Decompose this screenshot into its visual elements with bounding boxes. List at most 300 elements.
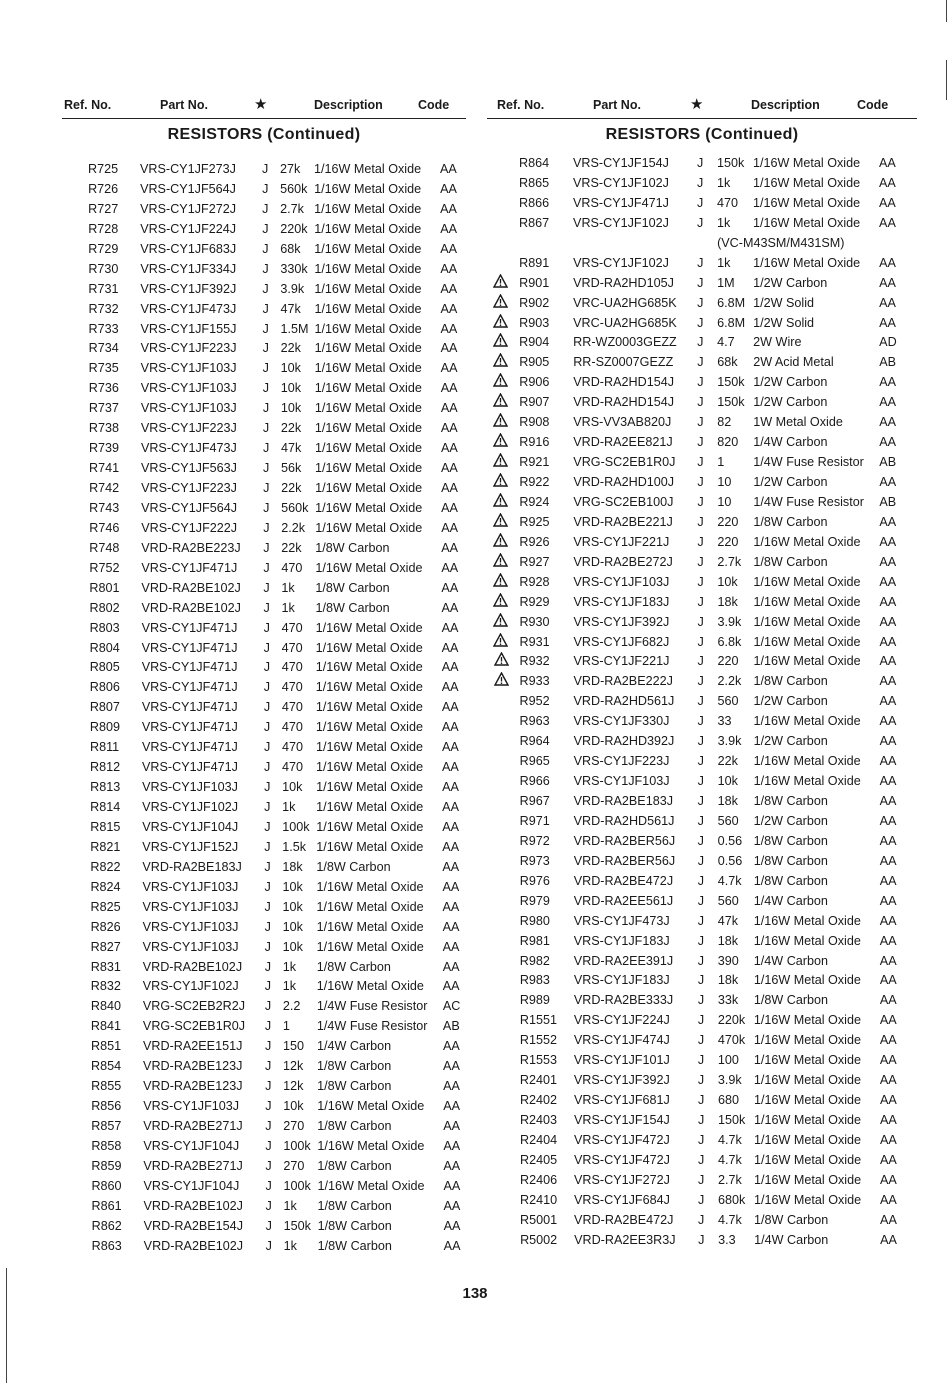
table-row bbox=[62, 219, 466, 239]
cell-code: AA bbox=[441, 620, 459, 635]
parts-table bbox=[487, 153, 917, 1250]
cell-j: J bbox=[265, 1119, 272, 1133]
cell-part: VRS-CY1JF104J bbox=[143, 1178, 240, 1193]
cell-code: AA bbox=[880, 1152, 897, 1167]
cell-val: 12k bbox=[283, 1059, 304, 1074]
cell-val: 680k bbox=[718, 1192, 746, 1207]
cell-j: J bbox=[697, 654, 704, 669]
cell-part: VRD-RA2BE183J bbox=[573, 794, 674, 808]
cell-j: J bbox=[697, 355, 704, 370]
cell-j: J bbox=[263, 461, 270, 476]
cell-desc: 1/4W Carbon bbox=[753, 893, 828, 908]
table-row bbox=[487, 332, 917, 352]
cell-j: J bbox=[697, 614, 704, 629]
table-row bbox=[62, 498, 466, 518]
table-row bbox=[487, 871, 917, 891]
table-row bbox=[62, 438, 466, 458]
cell-val: 220 bbox=[717, 514, 739, 529]
table-row bbox=[62, 398, 466, 418]
cell-val: 270 bbox=[283, 1119, 305, 1133]
cell-desc: 1W Metal Oxide bbox=[753, 415, 843, 430]
cell-code: AA bbox=[879, 1073, 897, 1088]
cell-code: AA bbox=[879, 275, 896, 290]
cell-val: 470 bbox=[281, 740, 303, 755]
cell-part: VRD-RA2BE472J bbox=[573, 873, 674, 888]
cell-ref: R821 bbox=[90, 839, 121, 854]
cell-desc: 1/16W Metal Oxide bbox=[753, 215, 861, 230]
cell-code: AA bbox=[879, 1132, 897, 1147]
cell-code: AA bbox=[879, 1013, 897, 1028]
cell-desc: 1/16W Metal Oxide bbox=[753, 1113, 862, 1127]
cell-part: VRS-CY1JF104J bbox=[143, 1138, 240, 1153]
cell-desc: 1/4W Fuse Resistor bbox=[753, 455, 864, 470]
cell-j: J bbox=[264, 839, 271, 854]
cell-ref: R908 bbox=[519, 415, 550, 430]
cell-code: AA bbox=[443, 1238, 461, 1253]
cell-part: VRS-CY1JF224J bbox=[140, 221, 237, 236]
cell-j: J bbox=[697, 534, 704, 549]
table-row bbox=[62, 1236, 466, 1256]
cell-part: VRS-CY1JF392J bbox=[140, 281, 237, 296]
cell-j: J bbox=[697, 893, 705, 908]
cell-val: 560 bbox=[717, 813, 739, 828]
cell-val: 470 bbox=[281, 640, 303, 655]
cell-val: 4.7k bbox=[717, 1132, 742, 1147]
cell-j: J bbox=[697, 1033, 705, 1048]
cell-desc: 1/4W Fuse Resistor bbox=[316, 1019, 428, 1034]
cell-code: AA bbox=[442, 819, 460, 834]
warning-triangle-icon bbox=[493, 294, 508, 308]
cell-j: J bbox=[263, 540, 270, 555]
cell-ref: R933 bbox=[519, 674, 550, 689]
cell-code: AA bbox=[443, 1119, 461, 1133]
cell-part: VRD-RA2BE123J bbox=[143, 1059, 243, 1074]
table-row bbox=[62, 976, 466, 996]
cell-desc: 1/2W Carbon bbox=[753, 813, 828, 828]
cell-code: AA bbox=[440, 321, 458, 336]
cell-desc: 1/16W Metal Oxide bbox=[753, 1132, 862, 1147]
cell-ref: R921 bbox=[519, 455, 550, 470]
cell-ref: R804 bbox=[89, 640, 120, 655]
table-row bbox=[487, 771, 917, 791]
cell-j: J bbox=[265, 1238, 272, 1253]
cell-code: AA bbox=[879, 1093, 897, 1108]
cell-code: AA bbox=[879, 873, 897, 888]
cell-desc: 1/4W Carbon bbox=[753, 435, 828, 450]
cell-code: AA bbox=[879, 1113, 897, 1127]
table-row bbox=[62, 697, 466, 717]
cell-ref: R922 bbox=[519, 475, 550, 489]
cell-desc: 1/16W Metal Oxide bbox=[316, 879, 424, 894]
table-row bbox=[487, 1230, 917, 1250]
cell-desc: 1/16W Metal Oxide bbox=[314, 162, 422, 176]
warning-triangle-icon bbox=[493, 493, 508, 507]
parts-table bbox=[62, 159, 466, 1256]
cell-part: VRS-CY1JF222J bbox=[141, 520, 238, 535]
cell-val: 150 bbox=[282, 1039, 304, 1054]
cell-j: J bbox=[264, 939, 271, 954]
cell-code: AA bbox=[441, 700, 459, 715]
cell-val: 1k bbox=[717, 175, 731, 190]
cell-ref: R858 bbox=[91, 1138, 122, 1153]
cell-val: 2.2 bbox=[282, 999, 301, 1014]
cell-val: 470 bbox=[281, 720, 303, 735]
cell-desc: 1/4W Carbon bbox=[754, 1232, 829, 1247]
cell-j: J bbox=[698, 1232, 705, 1247]
cell-desc: 1/8W Carbon bbox=[317, 1079, 392, 1094]
cell-part: VRS-CY1JF473J bbox=[140, 441, 237, 456]
cell-j: J bbox=[697, 594, 704, 609]
cell-part: VRS-CY1JF103J bbox=[142, 899, 239, 914]
cell-desc: 1/2W Carbon bbox=[753, 275, 828, 290]
cell-j: J bbox=[263, 640, 270, 655]
warning-triangle-icon bbox=[493, 533, 508, 547]
warning-triangle-icon bbox=[494, 672, 509, 686]
cell-code: AA bbox=[440, 421, 458, 436]
cell-desc: 1/8W Carbon bbox=[753, 873, 828, 888]
cell-part: VRD-RA2HD561J bbox=[573, 813, 675, 828]
table-row bbox=[62, 1136, 466, 1156]
cell-part: VRS-CY1JF223J bbox=[573, 754, 670, 769]
cell-j: J bbox=[262, 381, 270, 396]
table-row bbox=[62, 837, 466, 857]
table-row bbox=[487, 592, 917, 612]
cell-ref: R867 bbox=[519, 215, 550, 230]
table-row bbox=[62, 518, 466, 538]
cell-ref: R826 bbox=[90, 919, 121, 934]
cell-val: 1k bbox=[283, 1238, 297, 1253]
cell-part: VRS-CY1JF103J bbox=[573, 574, 670, 589]
cell-desc: 1/8W Carbon bbox=[315, 580, 390, 595]
table-row bbox=[62, 1176, 466, 1196]
cell-desc: 1/16W Metal Oxide bbox=[315, 461, 423, 476]
cell-desc: 1/2W Carbon bbox=[753, 734, 828, 749]
cell-code: AA bbox=[879, 375, 897, 390]
scan-edge-mark bbox=[946, 0, 947, 22]
cell-desc: 1/16W Metal Oxide bbox=[753, 774, 861, 789]
cell-part: VRS-CY1JF103J bbox=[573, 774, 670, 789]
cell-val: 100k bbox=[283, 1138, 311, 1153]
cell-val: 820 bbox=[717, 435, 739, 450]
cell-desc: 1/16W Metal Oxide bbox=[753, 614, 861, 629]
cell-code: AA bbox=[879, 993, 897, 1008]
cell-code: AA bbox=[879, 634, 897, 649]
table-row bbox=[487, 1050, 917, 1070]
cell-j: J bbox=[697, 255, 704, 270]
cell-j: J bbox=[697, 195, 704, 210]
cell-desc: 1/2W Solid bbox=[753, 315, 815, 330]
cell-ref: R743 bbox=[89, 500, 120, 515]
cell-ref: R725 bbox=[88, 162, 119, 176]
cell-part: VRS-CY1JF102J bbox=[142, 800, 239, 814]
cell-part: RR-WZ0003GEZZ bbox=[573, 335, 677, 350]
cell-desc: 1/16W Metal Oxide bbox=[315, 560, 423, 575]
cell-j: J bbox=[262, 281, 269, 296]
cell-part: VRD-RA2BE472J bbox=[574, 1212, 674, 1227]
cell-j: J bbox=[262, 181, 269, 196]
table-row bbox=[487, 911, 917, 931]
cell-part: VRD-RA2BE102J bbox=[141, 580, 241, 595]
cell-ref: R973 bbox=[519, 853, 550, 868]
cell-ref: R967 bbox=[519, 794, 550, 808]
cell-desc: 1/8W Carbon bbox=[315, 540, 390, 555]
cell-ref: R832 bbox=[90, 979, 121, 994]
cell-val: 150k bbox=[717, 156, 745, 170]
cell-val: 18k bbox=[717, 594, 738, 609]
cell-j: J bbox=[264, 959, 272, 974]
cell-code: AB bbox=[442, 1019, 460, 1034]
table-row bbox=[62, 1216, 466, 1236]
cell-code: AA bbox=[879, 295, 896, 310]
table-row bbox=[487, 791, 917, 811]
cell-code: AA bbox=[443, 1099, 460, 1114]
cell-j: J bbox=[264, 819, 271, 834]
cell-ref: R965 bbox=[519, 754, 550, 769]
cell-val: 27k bbox=[280, 162, 301, 176]
cell-desc: 1/16W Metal Oxide bbox=[316, 979, 424, 994]
cell-code: AA bbox=[879, 754, 897, 769]
cell-part: VRS-CY1JF472J bbox=[574, 1152, 670, 1167]
cell-j: J bbox=[263, 520, 270, 535]
cell-val: 6.8k bbox=[717, 634, 742, 649]
cell-val: 470 bbox=[281, 560, 303, 575]
cell-desc: 1/16W Metal Oxide bbox=[316, 839, 424, 854]
cell-j: J bbox=[263, 680, 271, 695]
cell-ref: R926 bbox=[519, 534, 550, 549]
cell-desc: 1/4W Carbon bbox=[753, 953, 828, 968]
cell-val: 18k bbox=[717, 933, 739, 948]
cell-ref: R735 bbox=[88, 361, 119, 376]
table-row bbox=[62, 897, 466, 917]
cell-code: AA bbox=[440, 341, 458, 356]
table-row bbox=[487, 831, 917, 851]
cell-j: J bbox=[698, 1152, 705, 1167]
cell-ref: R857 bbox=[91, 1119, 122, 1133]
cell-part: VRS-CY1JF183J bbox=[573, 933, 670, 948]
cell-j: J bbox=[265, 1198, 272, 1213]
table-row bbox=[62, 159, 466, 179]
cell-desc: 1/16W Metal Oxide bbox=[314, 441, 423, 456]
cell-desc: 1/8W Carbon bbox=[316, 959, 391, 974]
cell-part: VRC-UA2HG685K bbox=[573, 315, 677, 330]
cell-val: 100k bbox=[282, 819, 310, 834]
cell-desc: 1/16W Metal Oxide bbox=[316, 899, 424, 914]
cell-code: AA bbox=[879, 853, 897, 868]
cell-j: J bbox=[264, 879, 271, 894]
cell-j: J bbox=[697, 933, 705, 948]
cell-desc: 1/16W Metal Oxide bbox=[316, 760, 424, 775]
cell-val: 2.2k bbox=[281, 520, 306, 535]
cell-val: 560k bbox=[280, 181, 308, 196]
cell-j: J bbox=[262, 441, 270, 456]
cell-j: J bbox=[697, 1113, 705, 1127]
cell-code: AA bbox=[879, 654, 897, 669]
cell-val: 10k bbox=[717, 774, 738, 789]
cell-val: 470 bbox=[281, 660, 303, 675]
cell-val: 560 bbox=[717, 694, 739, 709]
cell-desc: 1/16W Metal Oxide bbox=[315, 740, 424, 755]
cell-j: J bbox=[263, 660, 270, 675]
table-row bbox=[62, 578, 466, 598]
cell-desc: 1/16W Metal Oxide bbox=[753, 714, 861, 729]
cell-part: VRS-CY1JF564J bbox=[141, 500, 238, 515]
table-row bbox=[487, 1070, 917, 1090]
cell-val: 6.8M bbox=[717, 295, 746, 310]
cell-desc: 1/16W Metal Oxide bbox=[753, 1073, 861, 1088]
scan-edge-mark bbox=[946, 60, 947, 100]
table-row bbox=[487, 372, 917, 392]
cell-ref: R981 bbox=[519, 933, 550, 948]
star-header: ★ bbox=[690, 96, 704, 113]
cell-code: AA bbox=[440, 381, 458, 396]
cell-ref: R812 bbox=[90, 760, 121, 775]
cell-part: VRS-CY1JF155J bbox=[140, 321, 237, 336]
cell-ref: R2403 bbox=[519, 1113, 558, 1127]
cell-val: 10k bbox=[282, 919, 303, 934]
cell-part: VRS-CY1JF334J bbox=[140, 261, 237, 276]
right-column bbox=[487, 92, 917, 1250]
table-row bbox=[487, 452, 917, 472]
column-header bbox=[62, 92, 466, 116]
table-row bbox=[487, 1210, 917, 1230]
cell-part: VRS-CY1JF392J bbox=[573, 614, 670, 629]
cell-val: 2.7k bbox=[718, 1172, 742, 1187]
cell-ref: R1552 bbox=[519, 1033, 557, 1048]
cell-part: VRS-CY1JF564J bbox=[140, 181, 236, 196]
table-row bbox=[487, 691, 917, 711]
table-row bbox=[62, 917, 466, 937]
cell-val: 4.7k bbox=[717, 873, 742, 888]
cell-desc: 1/16W Metal Oxide bbox=[315, 680, 423, 695]
table-row bbox=[487, 970, 917, 990]
left-column bbox=[62, 92, 466, 1256]
cell-val: 0.56 bbox=[717, 853, 743, 868]
cell-val: 10k bbox=[280, 361, 301, 376]
cell-desc: 1/16W Metal Oxide bbox=[316, 939, 424, 954]
cell-ref: R802 bbox=[89, 600, 120, 615]
cell-j: J bbox=[262, 261, 269, 276]
cell-val: 680 bbox=[717, 1093, 739, 1108]
cell-desc: 1/16W Metal Oxide bbox=[314, 281, 422, 296]
cell-code: AA bbox=[879, 734, 897, 749]
cell-desc: 1/8W Carbon bbox=[753, 794, 828, 808]
cell-desc: 1/16W Metal Oxide bbox=[314, 381, 422, 396]
cell-code: AA bbox=[440, 301, 458, 316]
cell-j: J bbox=[697, 475, 704, 489]
cell-j: J bbox=[263, 500, 270, 515]
cell-j: J bbox=[264, 859, 271, 874]
cell-part: VRS-CY1JF471J bbox=[141, 700, 238, 715]
table-row bbox=[62, 358, 466, 378]
cell-j: J bbox=[697, 335, 704, 350]
cell-ref: R814 bbox=[90, 800, 121, 814]
cell-code: AA bbox=[879, 594, 897, 609]
cell-val: 270 bbox=[283, 1158, 305, 1173]
cell-code: AA bbox=[440, 241, 458, 256]
cell-code: AA bbox=[879, 156, 896, 170]
cell-ref: R827 bbox=[90, 939, 121, 954]
cell-code: AA bbox=[879, 534, 897, 549]
cell-j: J bbox=[264, 1019, 272, 1034]
warning-triangle-icon bbox=[493, 613, 508, 627]
cell-part: VRD-RA2BE271J bbox=[143, 1119, 243, 1133]
cell-j: J bbox=[697, 634, 704, 649]
cell-val: 330k bbox=[280, 261, 308, 276]
cell-ref: R866 bbox=[519, 195, 550, 210]
table-row bbox=[487, 532, 917, 552]
cell-ref: R924 bbox=[519, 494, 550, 509]
cell-part: VRS-CY1JF221J bbox=[573, 534, 670, 549]
cell-part: VRD-RA2HD154J bbox=[573, 375, 674, 390]
table-row bbox=[62, 179, 466, 199]
cell-val: 12k bbox=[283, 1079, 304, 1094]
cell-ref: R916 bbox=[519, 435, 550, 450]
cell-val: 1k bbox=[717, 215, 731, 230]
cell-part: VRD-RA2BER56J bbox=[573, 833, 676, 848]
table-row bbox=[487, 173, 917, 193]
cell-val: 560k bbox=[281, 500, 309, 515]
cell-code: AA bbox=[442, 939, 460, 954]
cell-desc: 1/16W Metal Oxide bbox=[314, 201, 422, 216]
cell-part: VRS-CY1JF103J bbox=[142, 939, 239, 954]
cell-j: J bbox=[697, 156, 704, 170]
cell-val: 47k bbox=[280, 441, 302, 456]
cell-desc: 1/16W Metal Oxide bbox=[753, 1033, 861, 1048]
cell-val: 3.9k bbox=[717, 1073, 742, 1088]
table-row bbox=[62, 677, 466, 697]
cell-desc: 1/16W Metal Oxide bbox=[316, 800, 424, 814]
star-header: ★ bbox=[254, 96, 268, 113]
cell-part: VRD-RA2HD392J bbox=[573, 734, 675, 749]
table-row bbox=[62, 1036, 466, 1056]
table-row bbox=[62, 717, 466, 737]
cell-ref: R825 bbox=[90, 899, 121, 914]
cell-j: J bbox=[697, 455, 704, 470]
cell-code: AA bbox=[441, 720, 459, 735]
cell-ref: R801 bbox=[89, 580, 120, 595]
cell-val: 82 bbox=[717, 415, 732, 430]
table-row bbox=[62, 638, 466, 658]
cell-part: VRS-CY1JF471J bbox=[141, 680, 238, 695]
table-row bbox=[62, 777, 466, 797]
cell-code: AA bbox=[879, 255, 896, 270]
table-row bbox=[62, 239, 466, 259]
cell-part: VRS-CY1JF272J bbox=[574, 1172, 670, 1187]
cell-ref: R734 bbox=[88, 341, 119, 356]
cell-j: J bbox=[262, 201, 269, 216]
table-row bbox=[487, 651, 917, 671]
cell-ref: R865 bbox=[519, 175, 550, 190]
cell-j: J bbox=[698, 1192, 705, 1207]
cell-ref: R831 bbox=[90, 959, 121, 974]
table-row bbox=[487, 313, 917, 333]
table-row bbox=[487, 1090, 917, 1110]
cell-ref: R902 bbox=[519, 295, 550, 310]
cell-code: AA bbox=[879, 215, 896, 230]
table-row bbox=[487, 412, 917, 432]
cell-ref: R2402 bbox=[519, 1093, 558, 1108]
cell-j: J bbox=[697, 1132, 705, 1147]
table-row bbox=[62, 957, 466, 977]
cell-code: AA bbox=[879, 714, 897, 729]
cell-desc: 1/8W Carbon bbox=[317, 1059, 392, 1074]
cell-val: 18k bbox=[282, 859, 303, 874]
table-row bbox=[62, 299, 466, 319]
cell-desc: 1/8W Carbon bbox=[753, 993, 829, 1008]
cell-desc: 1/16W Metal Oxide bbox=[316, 780, 424, 795]
cell-ref: R972 bbox=[519, 833, 550, 848]
cell-val: 220k bbox=[280, 221, 308, 236]
